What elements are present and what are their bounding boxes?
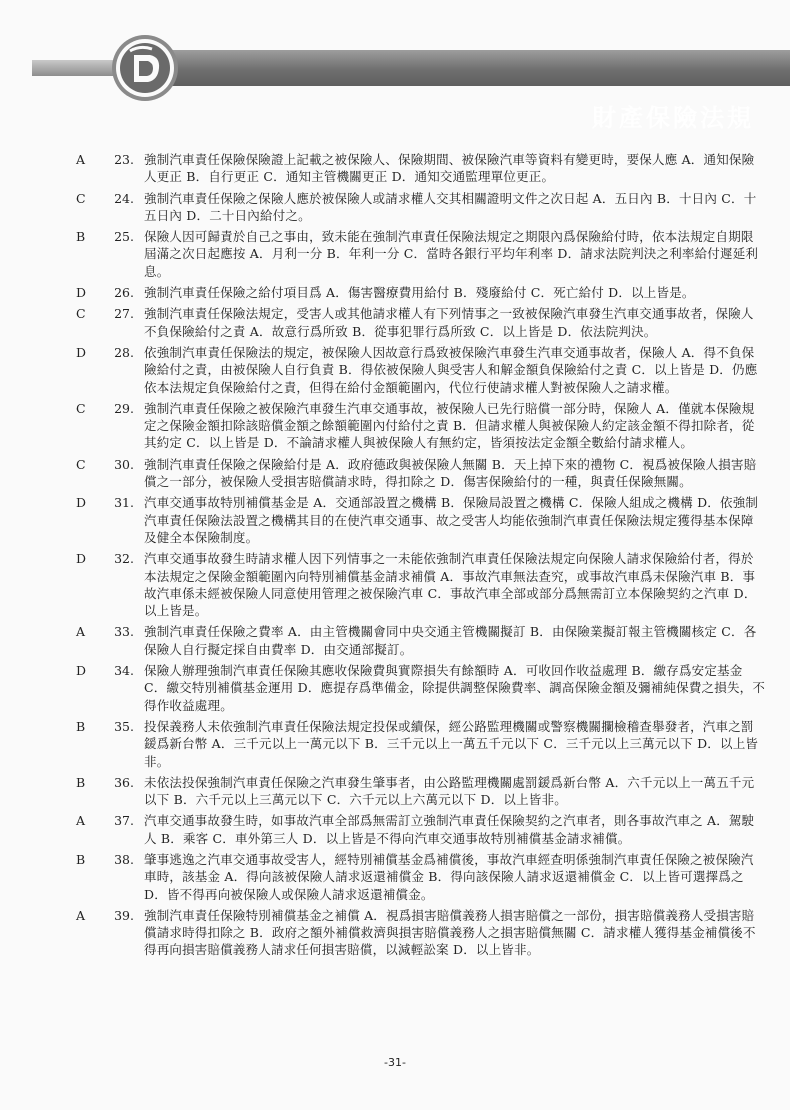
header-bar: [168, 50, 790, 132]
answer-key: B: [76, 718, 86, 734]
answer-key: B: [76, 774, 86, 790]
question-text: 強制汽車責任保險保險證上記載之被保險人、保險期間、被保險汽車等資料有變更時，要保人應 A．通知保險人更正 B．自行更正 C．通知主管機關更正 D．通知交通監理單位更正。: [144, 152, 755, 185]
question-text: 強制汽車責任保險特別補償基金之補償 A．視爲損害賠償義務人損害賠償之一部份，損害賠償義務人受損害賠償請求時得扣除之 B．政府之額外補償救濟與損害賠償義務人之損害賠償無關 C．請求權人獲得基金補償後不得再向損害賠償義務人請求任何損害賠償，以減輕訟案 D．以上皆非。: [144, 907, 756, 958]
question-text: 強制汽車責任保險之給付項目爲 A．傷害醫療費用給付 B．殘廢給付 C．死亡給付 D．以上皆是。: [144, 285, 695, 301]
question-number: 23.: [114, 152, 134, 167]
question-number: 24.: [114, 190, 134, 206]
question-text: 強制汽車責任保險之保險給付是 A．政府德政與被保險人無關 B．天上掉下來的禮物 C．視爲被保險人損害賠償之一部分，被保險人受損害賠償請求時，得扣除之 D．傷害保險給付的一種，與責任保險無關。: [144, 456, 757, 490]
publisher-logo-icon: [110, 33, 180, 103]
question-list: [76, 151, 766, 963]
answer-key: C: [76, 400, 86, 416]
question-text: 保險人因可歸責於自己之事由，致未能在強制汽車責任保險法規定之期限內爲保險給付時，依本法規定自期限屆滿之次日起應按 A．月利一分 B．年利一分 C．當時各銀行平均年利率 D．請求法院判決之利率給付遲延利息。: [144, 229, 759, 279]
question-item: [76, 344, 766, 396]
answer-key: A: [76, 152, 86, 167]
question-number: 27.: [114, 306, 134, 322]
question-item: [76, 774, 766, 809]
question-item: [76, 662, 766, 714]
question-number: 29.: [114, 400, 134, 416]
question-item: [76, 718, 766, 770]
question-item: [76, 550, 766, 619]
question-number: 36.: [114, 774, 134, 790]
question-item: [76, 812, 766, 847]
question-item: [76, 190, 766, 225]
question-text: 保險人辦理強制汽車責任保險其應收保險費與實際損失有餘額時 A．可收回作收益處理 B．繳存爲安定基金 C．繳交特別補償基金運用 D．應提存爲準備金，除提供調整保險費率、調高保險金額及彌補純保費之損失，不得作收益處理。: [144, 663, 766, 713]
question-text: 強制汽車責任保險之被保險汽車發生汽車交通事故，被保險人已先行賠償一部分時，保險人 A．僅就本保險規定之保險金額扣除該賠償金額之餘額範圍內付給付之責 B．但請求權人與被保險人約定該金額不得扣除者，從其約定 C．以上皆是 D．不論請求權人與被保險人有無約定，皆須按法定金額全數給付請求權人。: [144, 400, 755, 451]
question-item: [76, 228, 766, 280]
answer-key: D: [76, 495, 87, 511]
question-item: [76, 151, 766, 186]
question-item: [76, 284, 766, 301]
question-text: 投保義務人未依強制汽車責任保險法規定投保或續保，經公路監理機關或警察機關攔檢稽查舉發者，汽車之罰鍰爲新台幣 A．三千元以上一萬元以下 B．三千元以上一萬五千元以下 C．三千元以上三萬元以下 D．以上皆非。: [144, 718, 759, 769]
question-text: 汽車交通事故發生時，如事故汽車全部爲無需訂立強制汽車責任保險契約之汽車者，則各事故汽車之 A．駕駛人 B．乘客 C．車外第三人 D．以上皆是不得向汽車交通事故特別補償基金請求補償。: [144, 813, 755, 846]
question-number: 30.: [114, 456, 134, 472]
question-item: [76, 456, 766, 491]
question-number: 28.: [114, 344, 134, 360]
question-item: [76, 494, 766, 546]
page-number: -31-: [384, 1056, 406, 1069]
question-text: 肇事逃逸之汽車交通事故受害人，經特別補償基金爲補償後，事故汽車經查明係強制汽車責任保險之被保險汽車時，該基金 A．得向該被保險人請求返還補償金 B．得向該保險人請求返還補償金 C．以上皆可選擇爲之 D．皆不得再向被保險人或保險人請求返還補償金。: [144, 851, 754, 902]
question-number: 32.: [114, 551, 134, 567]
question-number: 35.: [114, 718, 134, 734]
question-text: 未依法投保強制汽車責任保險之汽車發生肇事者，由公路監理機關處罰鍰爲新台幣 A．六千元以上一萬五千元以下 B．六千元以上三萬元以下 C．六千元以上六萬元以下 D．以上皆非。: [144, 774, 755, 808]
page-header: [0, 0, 790, 132]
answer-key: C: [76, 190, 86, 206]
question-text: 依強制汽車責任保險法的規定，被保險人因故意行爲致被保險汽車發生汽車交通事故者，保險人 A．得不負保險給付之責，由被保險人自行負責 B．得依被保險人與受害人和解金額負保險給付之責 C．以上皆是 D．仍應依本法規定負保險給付之責，但得在給付金額範圍內，代位行使請求權人對被保險人之請求權。: [144, 344, 758, 395]
question-number: 25.: [114, 229, 134, 245]
question-item: [76, 851, 766, 903]
answer-key: A: [76, 907, 86, 923]
question-item: [76, 623, 766, 658]
question-text: 汽車交通事故特別補償基金是 A．交通部設置之機構 B．保險局設置之機構 C．保險人組成之機構 D．依強制汽車責任保險法設置之機構其目的在使汽車交通事、故之受害人均能依強制汽車責任保險法規定獲得基本保障及健全本保險制度。: [144, 495, 759, 545]
answer-key: D: [76, 663, 87, 679]
answer-key: A: [76, 813, 86, 829]
question-item: [76, 907, 766, 959]
question-text: 強制汽車責任保險法規定，受害人或其他請求權人有下列情事之一致被保險汽車發生汽車交通事故者，保險人不負保險給付之責 A．故意行爲所致 B．從事犯罪行爲所致 C．以上皆是 D．依法院判決。: [144, 306, 754, 339]
question-number: 38.: [114, 851, 134, 867]
answer-key: D: [76, 551, 87, 567]
answer-key: C: [76, 456, 86, 472]
answer-key: A: [76, 624, 86, 640]
answer-key: B: [76, 851, 86, 867]
question-item: [76, 400, 766, 452]
answer-key: D: [76, 285, 87, 301]
question-number: 37.: [114, 813, 134, 829]
answer-key: D: [76, 344, 87, 360]
question-text: 強制汽車責任保險之保險人應於被保險人或請求權人交其相關證明文件之次日起 A．五日內 B．十日內 C．十五日內 D．二十日內給付之。: [144, 190, 757, 223]
question-number: 33.: [114, 624, 134, 640]
question-number: 26.: [114, 285, 134, 301]
question-number: 31.: [114, 495, 134, 511]
question-item: [76, 305, 766, 340]
question-number: 39.: [114, 907, 134, 923]
question-text: 汽車交通事故發生時請求權人因下列情事之一未能依強制汽車責任保險法規定向保險人請求保險給付者，得於本法規定之保險金額範圍內向特別補償基金請求補償 A．事故汽車無法查究，或事故汽車爲未保險汽車 B．事故汽車係未經被保險人同意使用管理之被保險汽車 C．事故汽車全部或部分爲無需訂立本保險契約之汽車 D．以上皆是。: [144, 551, 757, 619]
question-text: 強制汽車責任保險之費率 A．由主管機關會同中央交通主管機關擬訂 B．由保險業擬訂報主管機關核定 C．各保險人自行擬定採自由費率 D．由交通部擬訂。: [144, 624, 757, 657]
question-number: 34.: [114, 663, 134, 679]
answer-key: B: [76, 229, 86, 245]
answer-key: C: [76, 306, 86, 322]
header-title: 財產保險法規: [592, 104, 754, 132]
